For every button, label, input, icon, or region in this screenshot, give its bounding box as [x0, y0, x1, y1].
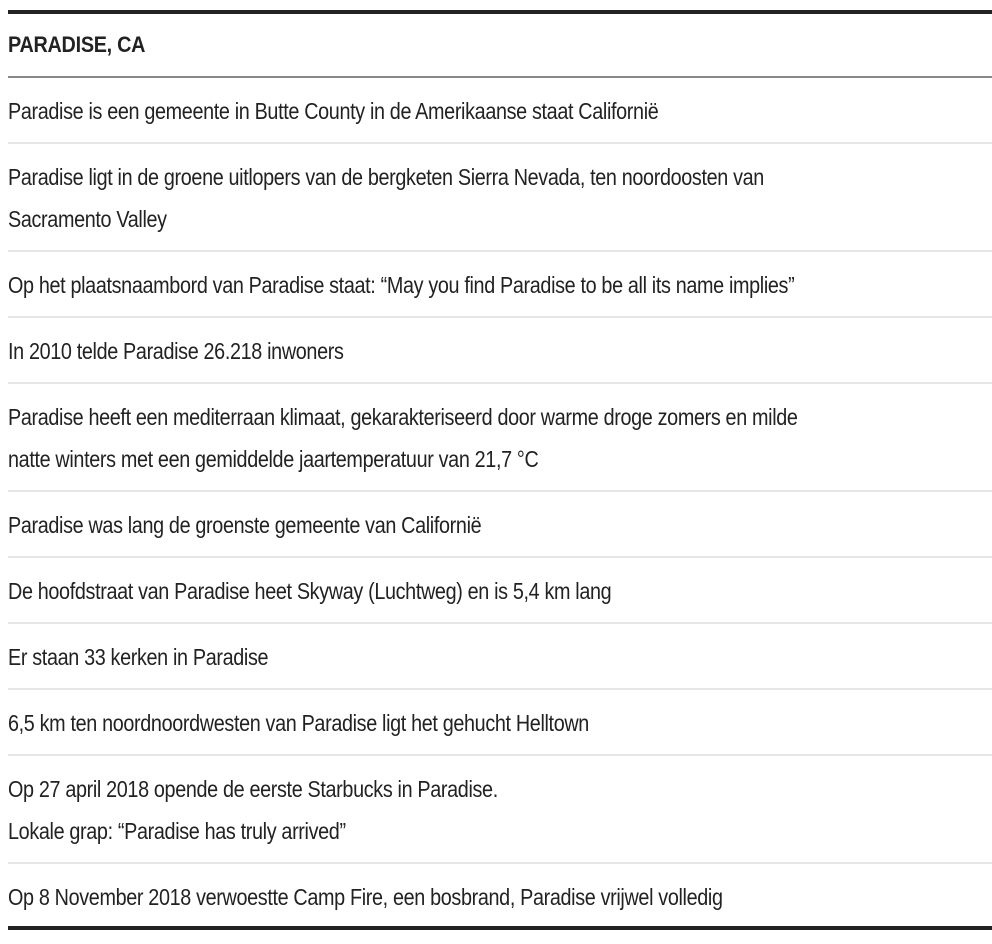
fact-text: Paradise was lang de groenste gemeente van Californië: [8, 512, 482, 538]
fact-text: Op 27 april 2018 opende de eerste Starbucks in Paradise.: [8, 776, 498, 802]
fact-row: [8, 144, 992, 252]
fact-row: [8, 492, 992, 558]
fact-row: [8, 384, 992, 492]
fact-text: Paradise is een gemeente in Butte County in de Amerikaanse staat Californië: [8, 98, 659, 124]
fact-row: [8, 864, 992, 930]
fact-row: [8, 252, 992, 318]
fact-text: Paradise heeft een mediterraan klimaat, gekarakteriseerd door warme droge zomers en milde: [8, 404, 798, 430]
fact-row: [8, 756, 992, 864]
facts-table: [8, 10, 992, 930]
fact-row: [8, 558, 992, 624]
fact-row: [8, 624, 992, 690]
page-title: PARADISE, CA: [8, 32, 146, 57]
fact-row: [8, 690, 992, 756]
fact-text: De hoofdstraat van Paradise heet Skyway (Luchtweg) en is 5,4 km lang: [8, 578, 612, 604]
fact-text: Op het plaatsnaambord van Paradise staat: “May you find Paradise to be all its name implies”: [8, 272, 795, 298]
fact-text: 6,5 km ten noordnoordwesten van Paradise ligt het gehucht Helltown: [8, 710, 589, 736]
fact-row: [8, 78, 992, 144]
fact-text: Paradise ligt in de groene uitlopers van de bergketen Sierra Nevada, ten noordoosten van: [8, 164, 764, 190]
fact-text: Er staan 33 kerken in Paradise: [8, 644, 269, 670]
table-header: [8, 14, 992, 78]
fact-text: Op 8 November 2018 verwoestte Camp Fire, een bosbrand, Paradise vrijwel volledig: [8, 884, 723, 910]
fact-text: In 2010 telde Paradise 26.218 inwoners: [8, 338, 344, 364]
fact-text: Lokale grap: “Paradise has truly arrived”: [8, 818, 346, 844]
fact-row: [8, 318, 992, 384]
fact-text: Sacramento Valley: [8, 206, 167, 232]
fact-text: natte winters met een gemiddelde jaartemperatuur van 21,7 °C: [8, 446, 539, 472]
